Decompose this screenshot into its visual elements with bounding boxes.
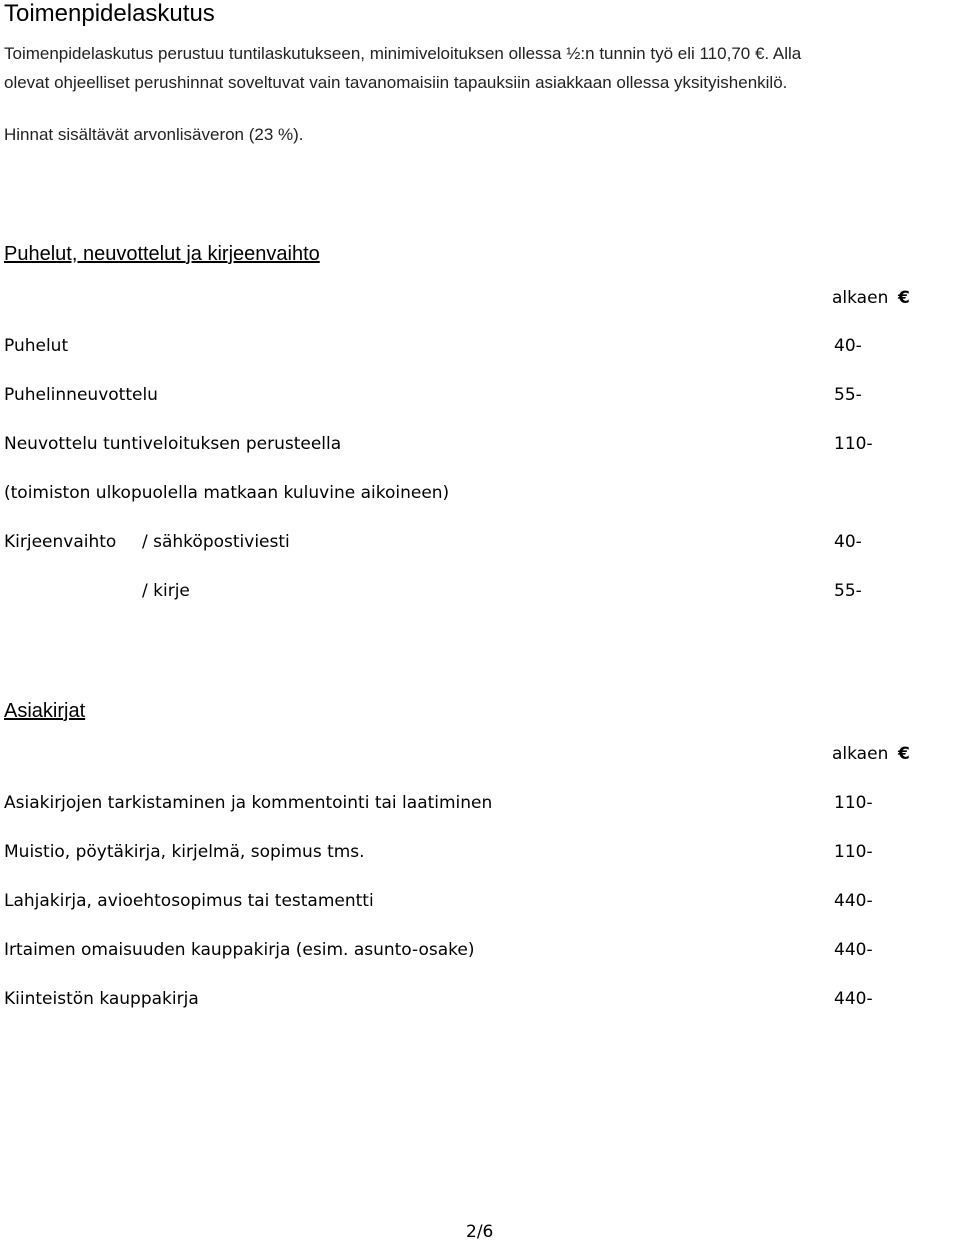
- row-label-property-sale: Kiinteistön kauppakirja: [4, 989, 199, 1009]
- row-sub-letter: / kirje: [142, 581, 190, 601]
- row-label-offsite-note: (toimiston ulkopuolella matkaan kuluvine aikoineen): [4, 483, 450, 503]
- row-price-document-review: 110-: [834, 793, 873, 813]
- price-header-from: alkaen: [832, 744, 889, 764]
- row-price-phone-meeting: 55-: [834, 385, 862, 405]
- vat-note: Hinnat sisältävät arvonlisäveron (23 %).: [4, 125, 304, 144]
- row-price-memo: 110-: [834, 842, 873, 862]
- section-title-documents: Asiakirjat: [4, 700, 86, 722]
- currency-symbol: €: [898, 288, 910, 308]
- intro-line-1: Toimenpidelaskutus perustuu tuntilaskutukseen, minimiveloituksen ollessa ½:n tunnin työ eli 110,70 €. Alla: [4, 44, 802, 63]
- row-price-movable-sale: 440-: [834, 940, 873, 960]
- section-title-calls: Puhelut, neuvottelut ja kirjeenvaihto: [4, 243, 320, 265]
- row-price-hourly-meeting: 110-: [834, 434, 873, 454]
- row-price-email: 40-: [834, 532, 862, 552]
- row-label-memo: Muistio, pöytäkirja, kirjelmä, sopimus tms.: [4, 842, 365, 862]
- row-label-gift-deed: Lahjakirja, avioehtosopimus tai testamentti: [4, 891, 374, 911]
- row-sub-email: / sähköpostiviesti: [142, 532, 290, 552]
- price-header-from: alkaen: [832, 288, 889, 308]
- row-label-correspondence: Kirjeenvaihto: [4, 532, 117, 552]
- intro-line-2: olevat ohjeelliset perushinnat soveltuvat vain tavanomaisiin tapauksiin asiakkaan ollessa yksityishenkilö.: [4, 73, 788, 92]
- row-label-hourly-meeting: Neuvottelu tuntiveloituksen perusteella: [4, 434, 342, 454]
- row-price-calls: 40-: [834, 336, 862, 356]
- row-label-movable-sale: Irtaimen omaisuuden kauppakirja (esim. asunto-osake): [4, 940, 475, 960]
- row-label-calls: Puhelut: [4, 336, 69, 356]
- row-label-document-review: Asiakirjojen tarkistaminen ja kommentointi tai laatiminen: [4, 793, 493, 813]
- currency-symbol: €: [898, 744, 910, 764]
- row-price-letter: 55-: [834, 581, 862, 601]
- row-price-gift-deed: 440-: [834, 891, 873, 911]
- page-number: 2/6: [466, 1222, 494, 1242]
- row-label-phone-meeting: Puhelinneuvottelu: [4, 385, 158, 405]
- row-price-property-sale: 440-: [834, 989, 873, 1009]
- page-title: Toimenpidelaskutus: [4, 0, 215, 27]
